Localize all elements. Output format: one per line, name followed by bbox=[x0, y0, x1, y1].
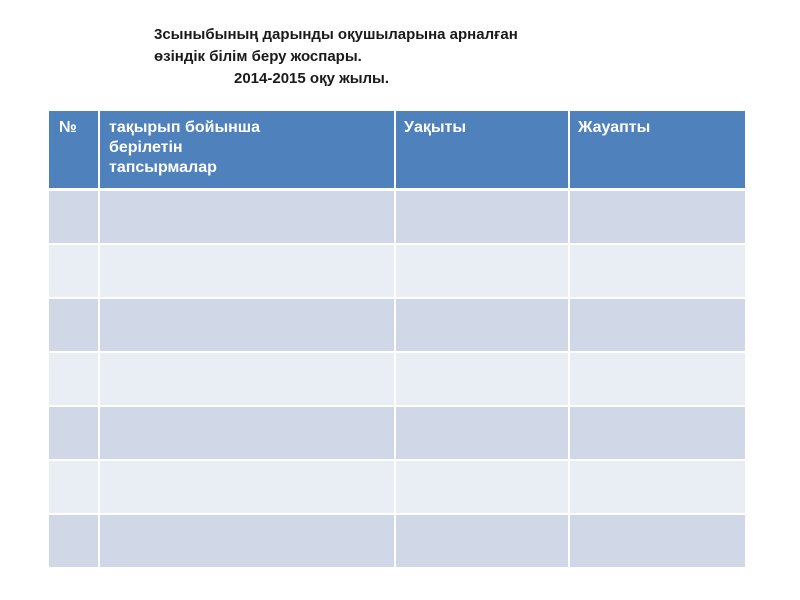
header-topic-line-2: берілетін bbox=[109, 139, 183, 156]
cell-responsible bbox=[570, 407, 745, 461]
cell-responsible bbox=[570, 461, 745, 515]
cell-topic bbox=[100, 515, 396, 569]
cell-number bbox=[49, 461, 100, 515]
table-row bbox=[49, 461, 745, 515]
cell-number bbox=[49, 407, 100, 461]
cell-number bbox=[49, 515, 100, 569]
cell-topic bbox=[100, 299, 396, 353]
cell-time bbox=[396, 515, 570, 569]
table-row bbox=[49, 407, 745, 461]
cell-time bbox=[396, 191, 570, 245]
table-row bbox=[49, 191, 745, 245]
header-topic-line-1: тақырып бойынша bbox=[109, 119, 261, 136]
cell-topic bbox=[100, 245, 396, 299]
cell-responsible bbox=[570, 191, 745, 245]
cell-number bbox=[49, 191, 100, 245]
title-line-1: 3сыныбының дарынды оқушыларына арналған bbox=[154, 26, 518, 43]
table-row bbox=[49, 353, 745, 407]
header-topic bbox=[100, 111, 396, 191]
table-row bbox=[49, 245, 745, 299]
cell-time bbox=[396, 299, 570, 353]
cell-topic bbox=[100, 353, 396, 407]
title-line-3: 2014-2015 оқу жылы. bbox=[234, 70, 390, 87]
header-number: № bbox=[49, 111, 100, 191]
header-responsible: Жауапты bbox=[570, 111, 745, 191]
cell-time bbox=[396, 353, 570, 407]
header-time: Уақыты bbox=[396, 111, 570, 191]
cell-responsible bbox=[570, 515, 745, 569]
cell-time bbox=[396, 461, 570, 515]
header-topic-line-3: тапсырмалар bbox=[109, 159, 217, 176]
title-line-2: өзіндік білім беру жоспары. bbox=[154, 48, 362, 65]
cell-responsible bbox=[570, 245, 745, 299]
document-title bbox=[154, 24, 654, 90]
cell-responsible bbox=[570, 353, 745, 407]
plan-table bbox=[49, 111, 745, 569]
cell-topic bbox=[100, 191, 396, 245]
table-row bbox=[49, 515, 745, 569]
cell-number bbox=[49, 245, 100, 299]
cell-time bbox=[396, 407, 570, 461]
cell-topic bbox=[100, 461, 396, 515]
header-row bbox=[49, 111, 745, 191]
cell-number bbox=[49, 299, 100, 353]
table-row bbox=[49, 299, 745, 353]
cell-topic bbox=[100, 407, 396, 461]
cell-number bbox=[49, 353, 100, 407]
cell-responsible bbox=[570, 299, 745, 353]
cell-time bbox=[396, 245, 570, 299]
table-body bbox=[49, 191, 745, 569]
